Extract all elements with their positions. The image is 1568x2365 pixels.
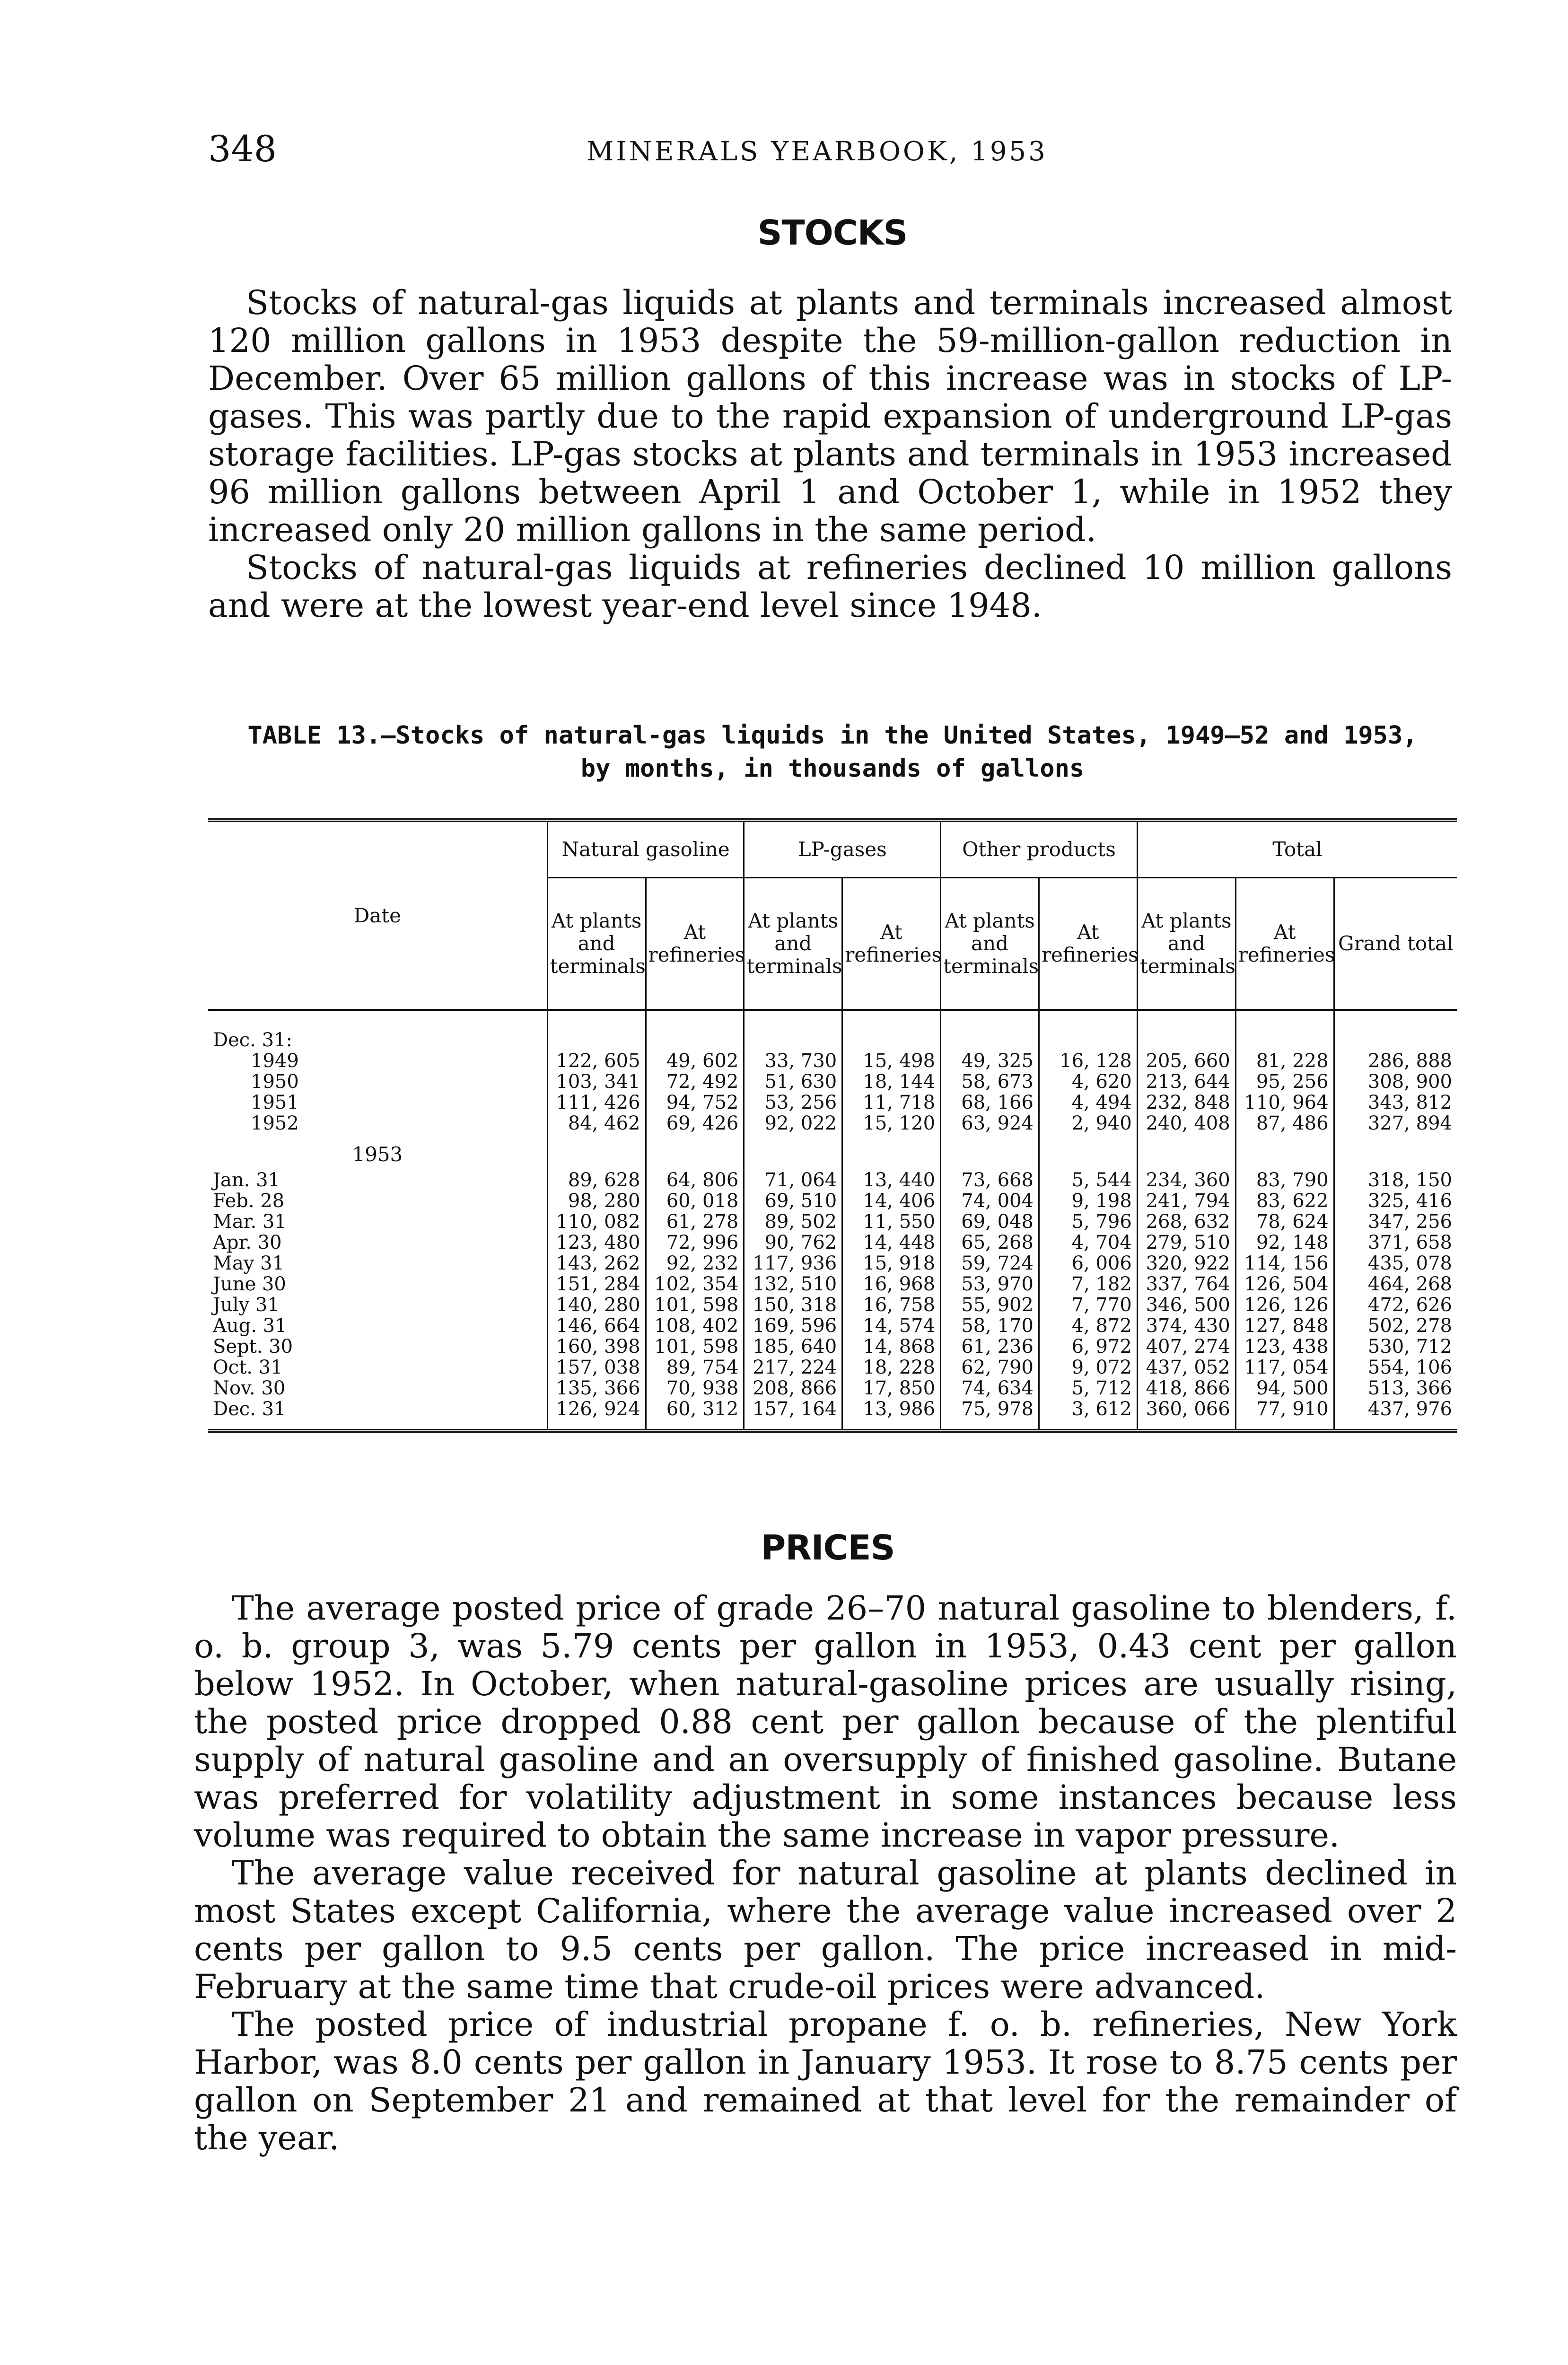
subheader-at-plants: At plants and terminals	[744, 878, 842, 1010]
subheader-at-refineries: At refineries	[1235, 878, 1334, 1010]
table-cell: 114, 156	[1235, 1253, 1334, 1274]
table-cell: 101, 598	[646, 1295, 744, 1315]
table-cell: 92, 232	[646, 1253, 744, 1274]
table-cell: 83, 790	[1235, 1170, 1334, 1191]
table-cell: 464, 268	[1334, 1274, 1457, 1295]
table-row	[208, 1232, 1457, 1253]
table-cell: 132, 510	[744, 1274, 842, 1295]
table-cell: 62, 790	[941, 1357, 1039, 1378]
table-cell: 74, 634	[941, 1378, 1039, 1399]
table-cell: 530, 712	[1334, 1336, 1457, 1357]
table-cell: 327, 894	[1334, 1113, 1457, 1134]
row-label: Dec. 31	[213, 1399, 286, 1419]
table-cell: 169, 596	[744, 1315, 842, 1336]
prices-heading: PRICES	[761, 1528, 895, 1568]
table-cell: 68, 166	[941, 1092, 1039, 1113]
stocks-heading: STOCKS	[757, 213, 908, 253]
row-label: July 31	[213, 1295, 280, 1315]
table-cell: 205, 660	[1137, 1051, 1235, 1071]
table-row	[208, 1399, 1457, 1419]
stocks-table	[208, 818, 1457, 1429]
table-row	[208, 1253, 1457, 1274]
table-cell: 16, 128	[1039, 1051, 1137, 1071]
row-label: Sept. 30	[213, 1336, 293, 1357]
table-cell: 123, 438	[1235, 1336, 1334, 1357]
table-cell: 4, 704	[1039, 1232, 1137, 1253]
table-cell: 343, 812	[1334, 1092, 1457, 1113]
table-cell: 241, 794	[1137, 1191, 1235, 1211]
table-cell: 72, 492	[646, 1071, 744, 1092]
row-label: June 30	[213, 1274, 286, 1295]
row-label: May 31	[213, 1253, 285, 1274]
stocks-paragraph-1: Stocks of natural-gas liquids at plants and terminals increased almost 120 million gallons in 1953 despite the 59-million-gallon reduction in December. Over 65 million gallons of this increase was in stocks of LP-gases. This was partly due to the rapid expansion of underground LP-gas storage facilities. LP-gas stocks at plants and terminals in 1953 increased 96 million gallons between April 1 and October 1, while in 1952 they increased only 20 million gallons in the same period.	[208, 283, 1452, 549]
table-cell: 49, 602	[646, 1051, 744, 1071]
table-cell: 318, 150	[1334, 1170, 1457, 1191]
table-cell: 6, 972	[1039, 1336, 1137, 1357]
table-cell: 65, 268	[941, 1232, 1039, 1253]
table-cell: 51, 630	[744, 1071, 842, 1092]
table-row	[208, 1092, 1457, 1113]
table-cell: 94, 500	[1235, 1378, 1334, 1399]
table-cell: 320, 922	[1137, 1253, 1235, 1274]
row-label: Mar. 31	[213, 1211, 287, 1232]
table-cell: 234, 360	[1137, 1170, 1235, 1191]
table-cell: 98, 280	[547, 1191, 646, 1211]
table-cell: 126, 126	[1235, 1295, 1334, 1315]
table-cell: 58, 673	[941, 1071, 1039, 1092]
table-cell: 84, 462	[547, 1113, 646, 1134]
table-cell: 14, 448	[842, 1232, 941, 1253]
row-label: Aug. 31	[213, 1315, 287, 1336]
table-cell: 126, 504	[1235, 1274, 1334, 1295]
table-cell: 95, 256	[1235, 1071, 1334, 1092]
table-cell: 92, 148	[1235, 1232, 1334, 1253]
table-cell: 108, 402	[646, 1315, 744, 1336]
table-cell: 16, 758	[842, 1295, 941, 1315]
table-cell: 2, 940	[1039, 1113, 1137, 1134]
table-bottom-rule	[208, 1429, 1457, 1433]
group-header-other-products: Other products	[941, 820, 1138, 878]
table-cell: 78, 624	[1235, 1211, 1334, 1232]
monthly-rows	[208, 1170, 1457, 1419]
table-cell: 81, 228	[1235, 1051, 1334, 1071]
table-cell: 58, 170	[941, 1315, 1039, 1336]
table-cell: 4, 494	[1039, 1092, 1137, 1113]
table-cell: 110, 082	[547, 1211, 646, 1232]
table-cell: 55, 902	[941, 1295, 1039, 1315]
table-row	[208, 1357, 1457, 1378]
table-cell: 347, 256	[1334, 1211, 1457, 1232]
table-cell: 117, 054	[1235, 1357, 1334, 1378]
stocks-body	[208, 284, 1452, 624]
table-cell: 14, 868	[842, 1336, 941, 1357]
row-label: 1951	[251, 1092, 299, 1113]
table-cell: 418, 866	[1137, 1378, 1235, 1399]
table-cell: 14, 406	[842, 1191, 941, 1211]
table-cell: 122, 605	[547, 1051, 646, 1071]
table-row	[208, 1336, 1457, 1357]
table-cell: 5, 544	[1039, 1170, 1137, 1191]
table-cell: 143, 262	[547, 1253, 646, 1274]
row-label: Apr. 30	[213, 1232, 282, 1253]
table-row	[208, 1191, 1457, 1211]
row-label: Nov. 30	[213, 1378, 286, 1399]
table-cell: 3, 612	[1039, 1399, 1137, 1419]
table-cell: 286, 888	[1334, 1051, 1457, 1071]
table-cell: 72, 996	[646, 1232, 744, 1253]
table-cell: 337, 764	[1137, 1274, 1235, 1295]
running-head	[208, 128, 1447, 175]
table-cell: 18, 144	[842, 1071, 941, 1092]
row-label: Oct. 31	[213, 1357, 283, 1378]
dec31-group-label: Dec. 31:	[213, 1030, 292, 1051]
table-cell: 103, 341	[547, 1071, 646, 1092]
subheader-at-plants: At plants and terminals	[941, 878, 1039, 1010]
prices-body	[194, 1589, 1457, 2157]
table-cell: 135, 366	[547, 1378, 646, 1399]
table-cell: 435, 078	[1334, 1253, 1457, 1274]
table-cell: 140, 280	[547, 1295, 646, 1315]
table-cell: 74, 004	[941, 1191, 1039, 1211]
table-cell: 360, 066	[1137, 1399, 1235, 1419]
table-cell: 13, 440	[842, 1170, 941, 1191]
group-header-lp-gases: LP-gases	[744, 820, 941, 878]
table-cell: 185, 640	[744, 1336, 842, 1357]
table-cell: 71, 064	[744, 1170, 842, 1191]
table-cell: 325, 416	[1334, 1191, 1457, 1211]
table-cell: 90, 762	[744, 1232, 842, 1253]
table-cell: 69, 426	[646, 1113, 744, 1134]
book-title: MINERALS YEARBOOK, 1953	[587, 136, 1048, 167]
table-cell: 11, 550	[842, 1211, 941, 1232]
table-cell: 5, 796	[1039, 1211, 1137, 1232]
page-number: 348	[208, 128, 277, 170]
table-row	[208, 1071, 1457, 1092]
table-cell: 150, 318	[744, 1295, 842, 1315]
table-row	[208, 1113, 1457, 1134]
table-cell: 18, 228	[842, 1357, 941, 1378]
table-cell: 15, 918	[842, 1253, 941, 1274]
subheader-at-refineries: At refineries	[1039, 878, 1137, 1010]
group-header-total: Total	[1137, 820, 1457, 878]
table-cell: 9, 198	[1039, 1191, 1137, 1211]
table-cell: 101, 598	[646, 1336, 744, 1357]
row-label: Feb. 28	[213, 1191, 285, 1211]
annual-rows	[208, 1051, 1457, 1134]
row-label: 1949	[251, 1051, 299, 1071]
table-cell: 92, 022	[744, 1113, 842, 1134]
table-cell: 4, 620	[1039, 1071, 1137, 1092]
table-cell: 17, 850	[842, 1378, 941, 1399]
table-cell: 53, 256	[744, 1092, 842, 1113]
table-cell: 160, 398	[547, 1336, 646, 1357]
table-cell: 75, 978	[941, 1399, 1039, 1419]
table-cell: 73, 668	[941, 1170, 1039, 1191]
subheader-at-refineries: At refineries	[842, 878, 941, 1010]
table-cell: 53, 970	[941, 1274, 1039, 1295]
table-cell: 33, 730	[744, 1051, 842, 1071]
table-cell: 472, 626	[1334, 1295, 1457, 1315]
table-cell: 157, 164	[744, 1399, 842, 1419]
stocks-paragraph-2: Stocks of natural-gas liquids at refineries declined 10 million gallons and were at the lowest year-end level since 1948.	[208, 548, 1452, 625]
date-column-header: Date	[208, 820, 547, 1010]
subheader-at-plants: At plants and terminals	[1137, 878, 1235, 1010]
table-cell: 502, 278	[1334, 1315, 1457, 1336]
table-cell: 87, 486	[1235, 1113, 1334, 1134]
table-cell: 208, 866	[744, 1378, 842, 1399]
table-cell: 437, 976	[1334, 1399, 1457, 1419]
table-cell: 146, 664	[547, 1315, 646, 1336]
table-cell: 7, 770	[1039, 1295, 1137, 1315]
table-cell: 123, 480	[547, 1232, 646, 1253]
table-cell: 69, 048	[941, 1211, 1039, 1232]
table-row	[208, 1295, 1457, 1315]
table-title-line-2: by months, in thousands of gallons	[580, 754, 1085, 783]
table-cell: 240, 408	[1137, 1113, 1235, 1134]
table-row	[208, 1211, 1457, 1232]
table-cell: 4, 872	[1039, 1315, 1137, 1336]
prices-paragraph-1: The average posted price of grade 26–70 natural gasoline to blenders, f. o. b. group 3, was 5.79 cents per gallon in 1953, 0.43 cent per gallon below 1952. In October, when natural-gasoline prices are usually rising, the posted price dropped 0.88 cent per gallon because of the plentiful supply of natural gasoline and an oversupply of finished gasoline. Butane was preferred for volatility adjustment in some instances because less volume was required to obtain the same increase in vapor pressure.	[194, 1589, 1457, 1855]
table-cell: 308, 900	[1334, 1071, 1457, 1092]
subheader-at-refineries: At refineries	[646, 878, 744, 1010]
table-cell: 15, 120	[842, 1113, 941, 1134]
table-cell: 7, 182	[1039, 1274, 1137, 1295]
table-row	[208, 1315, 1457, 1336]
table-cell: 371, 658	[1334, 1232, 1457, 1253]
row-label: 1952	[251, 1113, 299, 1134]
table-cell: 513, 366	[1334, 1378, 1457, 1399]
table-cell: 49, 325	[941, 1051, 1039, 1071]
table-cell: 16, 968	[842, 1274, 941, 1295]
table-cell: 64, 806	[646, 1170, 744, 1191]
table-row	[208, 1170, 1457, 1191]
table-cell: 69, 510	[744, 1191, 842, 1211]
subheader-grand-total: Grand total	[1334, 878, 1457, 1010]
subheader-at-plants: At plants and terminals	[547, 878, 646, 1010]
table-cell: 217, 224	[744, 1357, 842, 1378]
table-cell: 110, 964	[1235, 1092, 1334, 1113]
table-cell: 89, 502	[744, 1211, 842, 1232]
table-cell: 102, 354	[646, 1274, 744, 1295]
table-cell: 61, 278	[646, 1211, 744, 1232]
table-cell: 437, 052	[1137, 1357, 1235, 1378]
year-1953-label: 1953	[352, 1143, 403, 1166]
table-cell: 6, 006	[1039, 1253, 1137, 1274]
table-cell: 60, 018	[646, 1191, 744, 1211]
table-cell: 213, 644	[1137, 1071, 1235, 1092]
table-cell: 14, 574	[842, 1315, 941, 1336]
table-cell: 232, 848	[1137, 1092, 1235, 1113]
table-cell: 9, 072	[1039, 1357, 1137, 1378]
table-cell: 89, 754	[646, 1357, 744, 1378]
table-cell: 127, 848	[1235, 1315, 1334, 1336]
table-cell: 63, 924	[941, 1113, 1039, 1134]
table-cell: 374, 430	[1137, 1315, 1235, 1336]
table-cell: 157, 038	[547, 1357, 646, 1378]
table-row	[208, 1051, 1457, 1071]
table-cell: 111, 426	[547, 1092, 646, 1113]
group-header-natural-gasoline: Natural gasoline	[547, 820, 744, 878]
prices-paragraph-2: The average value received for natural gasoline at plants declined in most States except California, where the average value increased over 2 cents per gallon to 9.5 cents per gallon. The price increased in mid-February at the same time that crude-oil prices were advanced.	[194, 1854, 1457, 2006]
row-label: Jan. 31	[213, 1170, 280, 1191]
table-cell: 61, 236	[941, 1336, 1039, 1357]
table-cell: 279, 510	[1137, 1232, 1235, 1253]
table-cell: 89, 628	[547, 1170, 646, 1191]
table-title	[208, 719, 1457, 785]
table-cell: 13, 986	[842, 1399, 941, 1419]
table-cell: 77, 910	[1235, 1399, 1334, 1419]
table-cell: 126, 924	[547, 1399, 646, 1419]
table-cell: 151, 284	[547, 1274, 646, 1295]
table-cell: 346, 500	[1137, 1295, 1235, 1315]
table-cell: 407, 274	[1137, 1336, 1235, 1357]
table-cell: 11, 718	[842, 1092, 941, 1113]
table-cell: 83, 622	[1235, 1191, 1334, 1211]
row-label: 1950	[251, 1071, 299, 1092]
table-title-line-1: TABLE 13.—Stocks of natural-gas liquids in the United States, 1949–52 and 1953,	[247, 721, 1418, 750]
table-cell: 60, 312	[646, 1399, 744, 1419]
table-cell: 15, 498	[842, 1051, 941, 1071]
table-cell: 94, 752	[646, 1092, 744, 1113]
table-row	[208, 1274, 1457, 1295]
prices-paragraph-3: The posted price of industrial propane f. o. b. refineries, New York Harbor, was 8.0 cents per gallon in January 1953. It rose to 8.75 cents per gallon on September 21 and remained at that level for the remainder of the year.	[194, 2005, 1457, 2157]
table-cell: 5, 712	[1039, 1378, 1137, 1399]
stocks-table-wrap	[208, 818, 1457, 1433]
table-cell: 268, 632	[1137, 1211, 1235, 1232]
table-cell: 59, 724	[941, 1253, 1039, 1274]
table-cell: 117, 936	[744, 1253, 842, 1274]
table-cell: 70, 938	[646, 1378, 744, 1399]
table-row	[208, 1378, 1457, 1399]
table-cell: 554, 106	[1334, 1357, 1457, 1378]
